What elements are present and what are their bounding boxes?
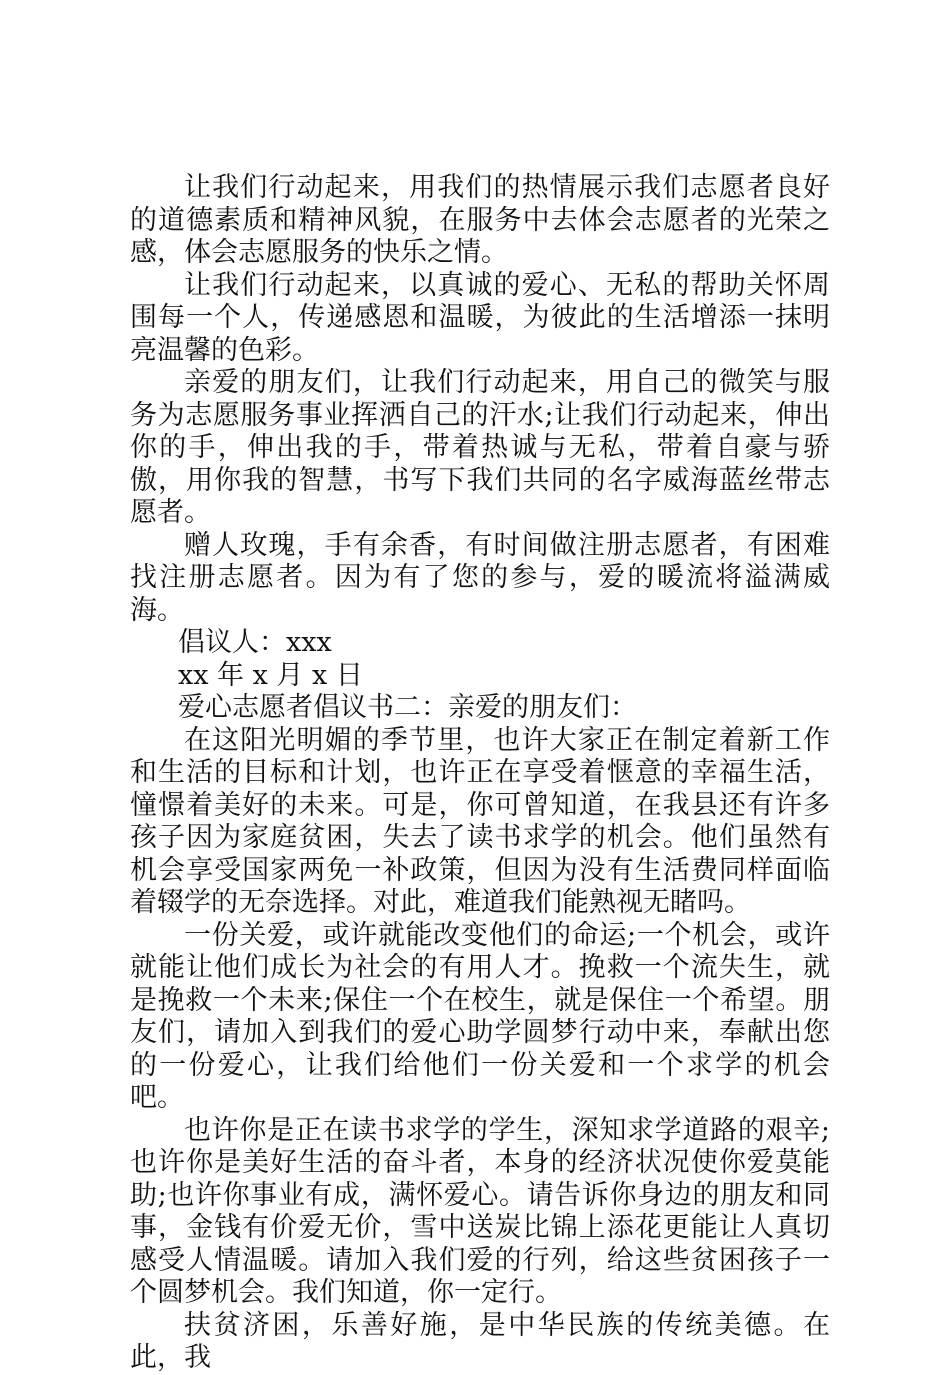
paragraph: 也许你是正在读书求学的学生，深知求学道路的艰辛;也许你是美好生活的奋斗者，本身的经济状况使你爱莫能助;也许你事业有成，满怀爱心。请告诉你身边的朋友和同事，金钱有价爱无价，雪中送炭比锦上添花更能让人真切感受人情温暖。请加入我们爱的行列，给这些贫困孩子一个圆梦机会。我们知道，你一定行。	[130, 1114, 830, 1308]
document-body	[130, 172, 830, 1375]
paragraph: 在这阳光明媚的季节里，也许大家正在制定着新工作和生活的目标和计划，也许正在享受着惬意的幸福生活，憧憬着美好的未来。可是，你可曾知道，在我县还有许多孩子因为家庭贫困，失去了读书求学的机会。他们虽然有机会享受国家两免一补政策，但因为没有生活费同样面临着辍学的无奈选择。对此，难道我们能熟视无睹吗。	[130, 724, 830, 918]
paragraph: 赠人玫瑰，手有余香，有时间做注册志愿者，有困难找注册志愿者。因为有了您的参与，爱的暖流将溢满威海。	[130, 529, 830, 626]
paragraph: 扶贫济困，乐善好施，是中华民族的传统美德。在此，我	[130, 1309, 830, 1373]
paragraph: 让我们行动起来，以真诚的爱心、无私的帮助关怀周围每一个人，传递感恩和温暖，为彼此的生活增添一抹明亮温馨的色彩。	[130, 269, 830, 366]
paragraph: 让我们行动起来，用我们的热情展示我们志愿者良好的道德素质和精神风貌，在服务中去体会志愿者的光荣之感，体会志愿服务的快乐之情。	[130, 172, 830, 268]
paragraph: 亲爱的朋友们，让我们行动起来，用自己的微笑与服务为志愿服务事业挥洒自己的汗水;让我们行动起来，伸出你的手，伸出我的手，带着热诚与无私，带着自豪与骄傲，用你我的智慧，书写下我们共同的名字威海蓝丝带志愿者。	[130, 367, 830, 528]
date-line: xx 年 x 月 x 日	[178, 659, 363, 691]
proposer-line: 倡议人：xxx	[178, 627, 332, 658]
second-letter-title: 爱心志愿者倡议书二：亲爱的朋友们：	[178, 692, 637, 723]
paragraph: 一份关爱，或许就能改变他们的命运;一个机会，或许就能让他们成长为社会的有用人才。挽救一个流失生，就是挽救一个未来;保住一个在校生，就是保住一个希望。朋友们，请加入到我们的爱心助学圆梦行动中来，奉献出您的一份爱心，让我们给他们一份关爱和一个求学的机会吧。	[130, 919, 830, 1113]
